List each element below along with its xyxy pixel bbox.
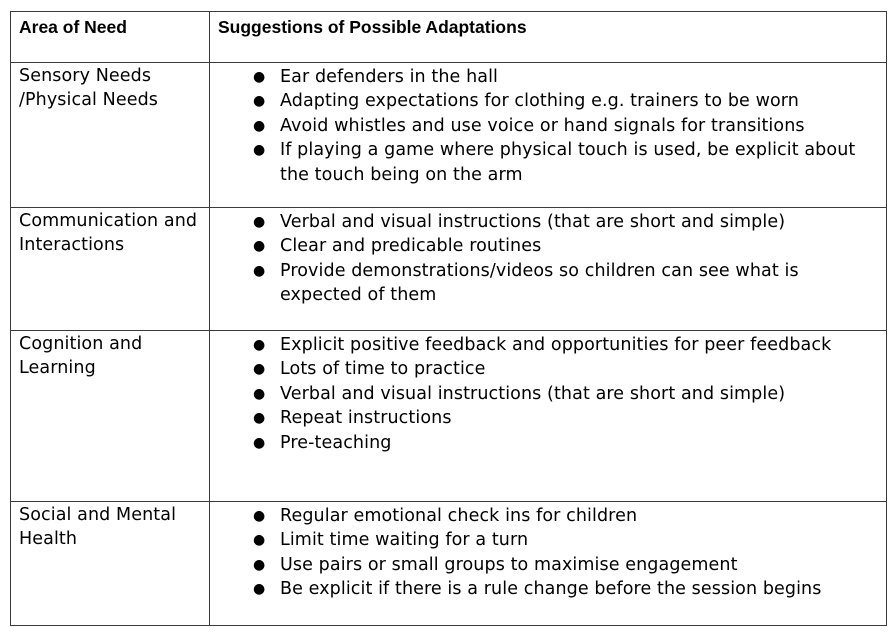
header-row [11, 12, 887, 63]
suggestion-text: Explicit positive feedback and opportunities for peer feedback [280, 335, 832, 355]
bullet-icon: ● [253, 214, 266, 230]
area-cell [11, 208, 210, 331]
area-label: Communication and Interactions [19, 211, 198, 255]
suggestion-text: Be explicit if there is a rule change before the session begins [280, 579, 822, 600]
suggestions-cell [210, 331, 887, 502]
area-label: Sensory Needs /Physical Needs [19, 66, 158, 110]
list-item [210, 406, 886, 430]
bullet-icon: ● [253, 361, 266, 378]
table-row [11, 208, 887, 331]
bullet-icon: ● [253, 238, 266, 255]
list-item [210, 528, 886, 552]
suggestion-text: Clear and predicable routines [280, 236, 542, 257]
suggestion-list [210, 331, 886, 455]
suggestion-text: If playing a game where physical touch is used, be explicit about the touch being on the arm [280, 140, 856, 185]
suggestion-text: Avoid whistles and use voice or hand signals for transitions [280, 115, 805, 136]
bullet-icon: ● [253, 337, 266, 353]
suggestions-cell [210, 502, 887, 626]
adaptations-table [10, 11, 887, 626]
list-item [210, 65, 886, 89]
bullet-icon: ● [253, 142, 266, 159]
suggestion-list [210, 63, 886, 187]
area-label: Social and Mental Health [19, 505, 177, 549]
list-item [210, 259, 886, 308]
bullet-icon: ● [253, 117, 266, 134]
bullet-icon: ● [253, 93, 266, 110]
list-item [210, 210, 886, 234]
suggestion-text: Provide demonstrations/videos so children can see what is expected of them [280, 260, 799, 306]
suggestions-cell [210, 63, 887, 208]
bullet-icon: ● [253, 508, 266, 524]
area-of-need-header-label: Area of Need [19, 17, 127, 37]
suggestion-text: Adapting expectations for clothing e.g. trainers to be worn [280, 91, 799, 112]
list-item [210, 234, 886, 258]
list-item [210, 553, 886, 577]
suggestion-text: Limit time waiting for a turn [280, 530, 529, 551]
bullet-icon: ● [253, 385, 266, 402]
area-cell [11, 63, 210, 208]
suggestion-text: Lots of time to practice [280, 359, 486, 380]
list-item [210, 333, 886, 357]
suggestion-text: Ear defenders in the hall [280, 67, 499, 87]
list-item [210, 357, 886, 381]
list-item [210, 382, 886, 406]
bullet-icon: ● [253, 262, 266, 279]
area-label: Cognition and Learning [19, 334, 143, 378]
bullet-icon: ● [253, 434, 266, 451]
list-item [210, 114, 886, 138]
suggestion-text: Verbal and visual instructions (that are short and simple) [280, 383, 786, 404]
table-row [11, 502, 887, 626]
list-item [210, 577, 886, 601]
suggestion-list [210, 502, 886, 602]
bullet-icon: ● [253, 556, 266, 573]
suggestion-text: Repeat instructions [280, 408, 452, 429]
area-cell [11, 331, 210, 502]
bullet-icon: ● [253, 69, 266, 85]
list-item [210, 504, 886, 528]
suggestion-text: Regular emotional check ins for children [280, 506, 638, 526]
suggestions-cell [210, 208, 887, 331]
list-item [210, 431, 886, 455]
bullet-icon: ● [253, 410, 266, 427]
area-cell [11, 502, 210, 626]
suggestions-header-label: Suggestions of Possible Adaptations [218, 17, 527, 37]
list-item [210, 89, 886, 113]
list-item [210, 138, 886, 187]
table-row [11, 331, 887, 502]
suggestion-text: Verbal and visual instructions (that are short and simple) [280, 212, 786, 232]
suggestion-list [210, 208, 886, 308]
bullet-icon: ● [253, 532, 266, 549]
table-row [11, 63, 887, 208]
bullet-icon: ● [253, 581, 266, 598]
area-of-need-header [11, 12, 210, 63]
suggestion-text: Use pairs or small groups to maximise engagement [280, 554, 738, 575]
suggestion-text: Pre-teaching [280, 432, 392, 453]
suggestions-header [210, 12, 887, 63]
